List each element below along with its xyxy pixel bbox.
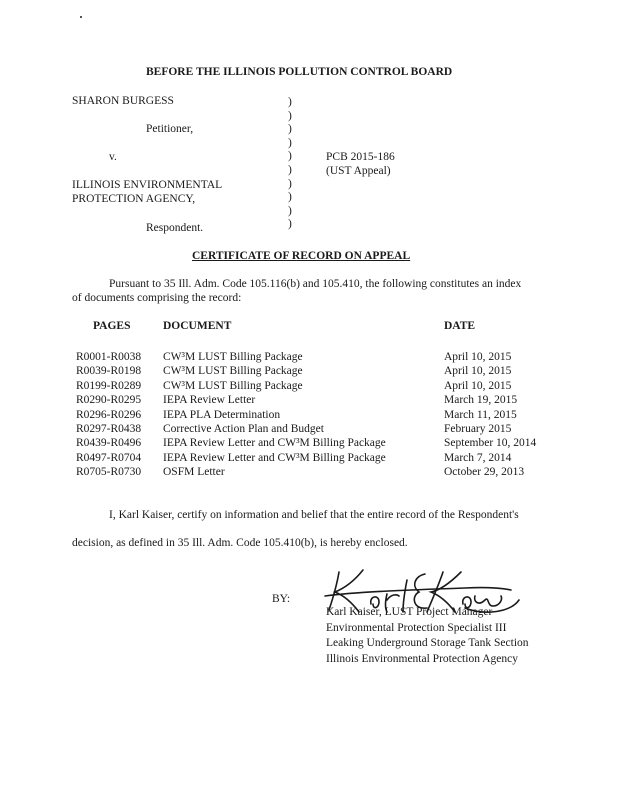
row-date: April 10, 2015	[444, 379, 512, 392]
row-document: OSFM Letter	[163, 466, 225, 479]
petitioner-role: Petitioner,	[146, 123, 194, 135]
row-date: April 10, 2015	[444, 365, 512, 378]
table-row	[76, 465, 536, 479]
paren: )	[288, 136, 292, 149]
row-pages: R0290-R0295	[76, 394, 142, 407]
row-pages: R0039-R0198	[76, 365, 142, 378]
column-header-date: DATE	[444, 320, 476, 332]
row-document: IEPA Review Letter and CW³M Billing Package	[163, 451, 386, 464]
signatory-block	[326, 605, 529, 667]
row-document: IEPA Review Letter	[163, 394, 256, 407]
signatory-agency: Illinois Environmental Protection Agency	[326, 652, 518, 665]
paren: )	[288, 109, 292, 122]
signatory-name-title: Karl Kaiser, LUST Project Manager	[326, 606, 493, 618]
case-number: PCB 2015-186	[326, 151, 395, 163]
row-document: CW³M LUST Billing Package	[163, 351, 303, 363]
row-document: Corrective Action Plan and Budget	[163, 423, 324, 436]
by-label: BY:	[272, 593, 291, 605]
record-index-table	[76, 350, 536, 480]
row-pages: R0001-R0038	[76, 351, 142, 363]
versus-label: v.	[109, 151, 117, 163]
row-date: March 19, 2015	[444, 394, 518, 407]
certificate-heading: CERTIFICATE OF RECORD ON APPEAL	[192, 250, 411, 262]
column-header-pages: PAGES	[93, 320, 131, 332]
row-pages: R0497-R0704	[76, 451, 142, 464]
intro-line1: Pursuant to 35 Ill. Adm. Code 105.116(b) and 105.410, the following constitutes an index	[109, 278, 522, 290]
intro-line2: of documents comprising the record:	[72, 292, 242, 304]
row-date: September 10, 2014	[444, 437, 537, 450]
stray-mark	[80, 16, 82, 18]
paren: )	[288, 96, 292, 108]
row-pages: R0705-R0730	[76, 466, 142, 479]
caption-parentheses	[288, 96, 292, 232]
row-document: CW³M LUST Billing Package	[163, 379, 303, 392]
certification-line1: I, Karl Kaiser, certify on information and belief that the entire record of the Respondent's	[109, 509, 519, 521]
table-row	[76, 350, 536, 364]
row-pages: R0439-R0496	[76, 437, 142, 450]
board-title: BEFORE THE ILLINOIS POLLUTION CONTROL BOARD	[146, 66, 453, 78]
respondent-name-line1: ILLINOIS ENVIRONMENTAL	[72, 179, 223, 191]
paren: )	[288, 204, 292, 217]
table-row	[76, 364, 536, 378]
table-row	[76, 451, 536, 465]
column-header-document: DOCUMENT	[163, 320, 232, 332]
signatory-position: Environmental Protection Specialist III	[326, 621, 507, 634]
table-row	[76, 436, 536, 450]
paren: )	[288, 191, 292, 204]
table-row	[76, 422, 536, 436]
table-row	[76, 408, 536, 422]
row-date: February 2015	[444, 423, 512, 436]
row-date: March 7, 2014	[444, 451, 512, 464]
row-date: October 29, 2013	[444, 466, 525, 479]
row-document: IEPA Review Letter and CW³M Billing Package	[163, 437, 386, 450]
paren: )	[288, 150, 292, 163]
row-pages: R0199-R0289	[76, 379, 142, 392]
row-date: March 11, 2015	[444, 408, 517, 421]
row-document: IEPA PLA Determination	[163, 408, 281, 421]
row-document: CW³M LUST Billing Package	[163, 365, 303, 378]
row-pages: R0297-R0438	[76, 423, 142, 436]
petitioner-name: SHARON BURGESS	[72, 95, 174, 107]
paren: )	[288, 163, 292, 176]
certification-line2: decision, as defined in 35 Ill. Adm. Code 105.410(b), is hereby enclosed.	[72, 537, 408, 549]
paren: )	[288, 218, 292, 231]
respondent-role: Respondent.	[146, 222, 204, 234]
case-type: (UST Appeal)	[326, 165, 391, 177]
table-row	[76, 379, 536, 393]
paren: )	[288, 123, 292, 136]
row-pages: R0296-R0296	[76, 408, 142, 421]
table-row	[76, 393, 536, 407]
paren: )	[288, 177, 292, 190]
respondent-name-line2: PROTECTION AGENCY,	[72, 193, 196, 205]
row-date: April 10, 2015	[444, 351, 512, 363]
signatory-section: Leaking Underground Storage Tank Section	[326, 637, 529, 649]
